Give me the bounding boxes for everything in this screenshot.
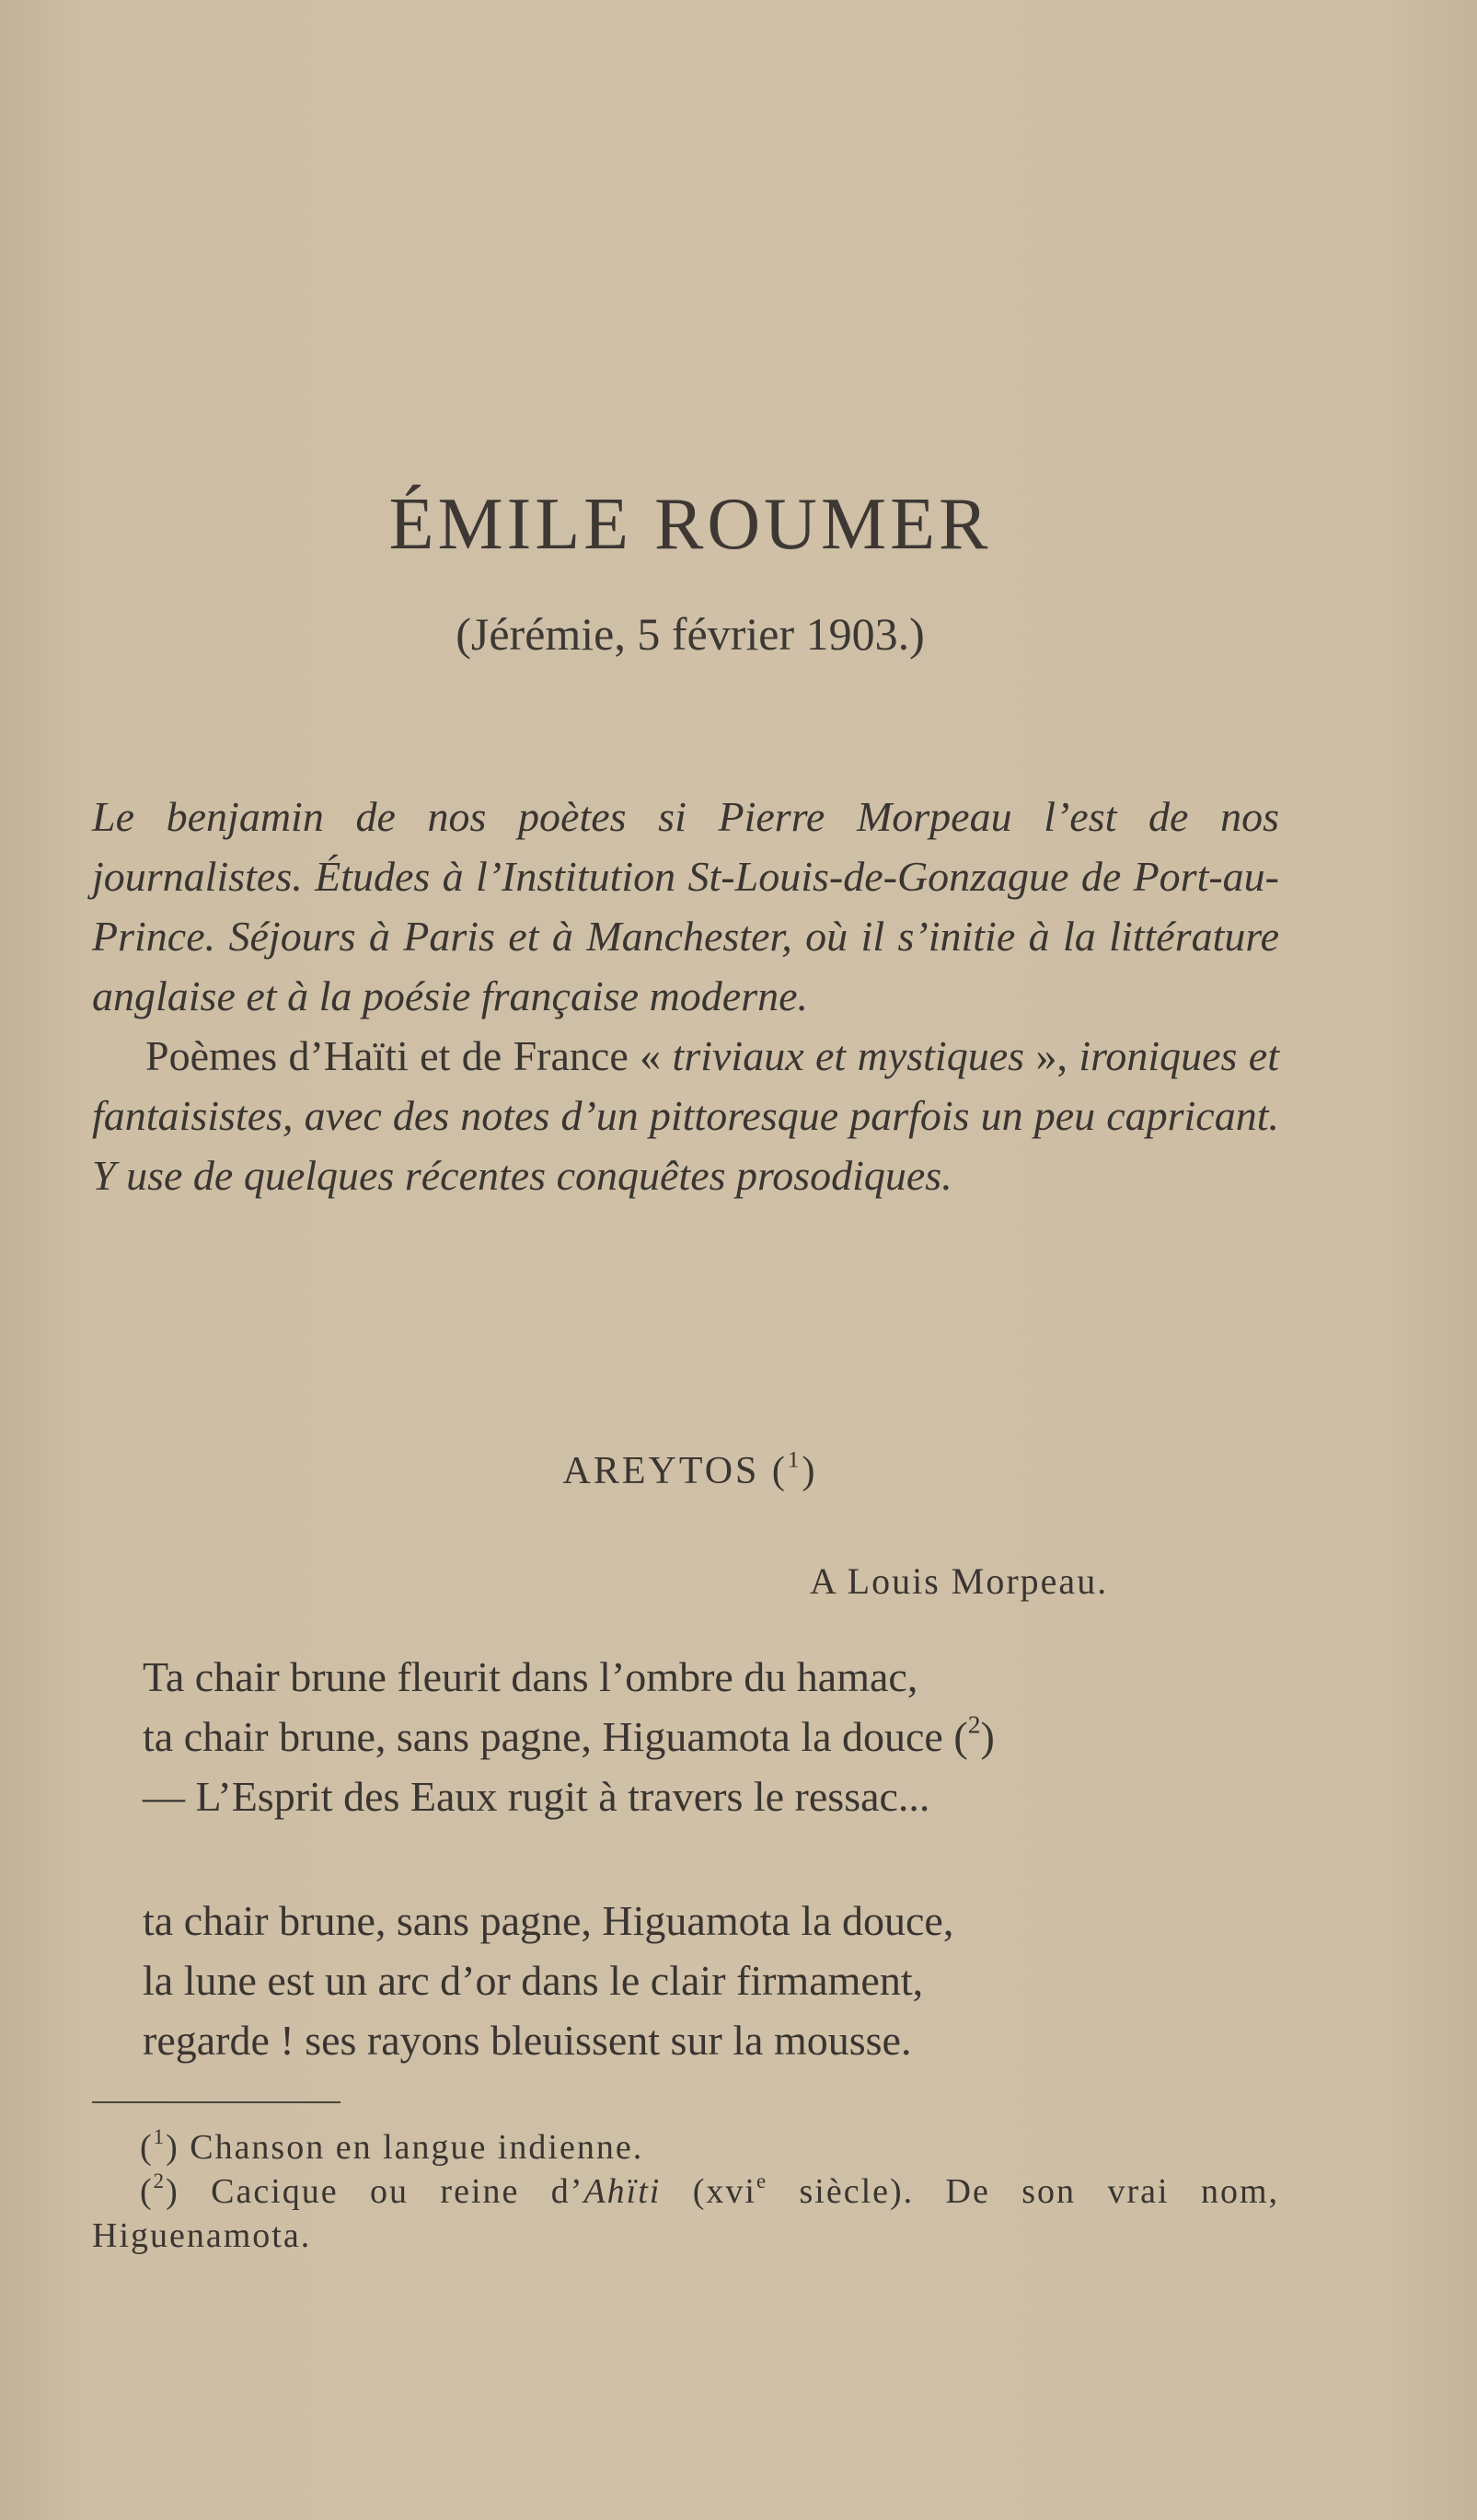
intro-p2-part-d: ironiques et fantaisistes, avec des notes d’un pittoresque parfois un peu capricant. Y use de quelques récentes conquêtes prosodiques. [92, 1032, 1280, 1199]
intro-paragraph-1-text: Le benjamin de nos poètes si Pierre Morpeau l’est de nos journalistes. Études à l’Institution St-Louis-de-Gonzague de Port-au-Prince. Séjours à Paris et à Manchester, où il s’initie à la littérature anglaise et à la poésie française moderne. [92, 793, 1279, 1019]
footnotes [92, 2125, 1279, 2258]
footnote-2-sup: e [756, 2169, 768, 2193]
page-subtitle: (Jérémie, 5 février 1903.) [456, 608, 925, 660]
poem-title: AREYTOS ($^1$) [562, 1447, 818, 1492]
intro-p2-part-b: triviaux et mystiques [672, 1032, 1025, 1079]
footnote-divider [92, 2101, 340, 2103]
page-title: ÉMILE ROUMER [388, 484, 992, 565]
footnote-2-part-b: Ahïti [583, 2172, 662, 2211]
intro-paragraph-1 [92, 787, 1279, 1026]
intro-p2-part-c: », [1035, 1032, 1067, 1079]
footnote-2-part-a: Cacique ou reine d’ [211, 2172, 584, 2211]
poem-dedication: A Louis Morpeau. [810, 1560, 1109, 1602]
intro-p2-part-a: Poèmes d’Haïti et de France « [145, 1032, 662, 1079]
footnote-2-part-d: siècle). De son vrai nom, Higuenamota. [92, 2172, 1280, 2255]
footnote-1-mark: 1 [153, 2125, 167, 2149]
footnote-ref-1: 1 [787, 1447, 802, 1473]
verse-line: Ta chair brune fleurit dans l’ombre du hamac, [143, 1653, 918, 1700]
verse-line: ta chair brune, sans pagne, Higuamota la douce, [143, 1897, 954, 1944]
footnote-2: ($^2$) Cacique ou reine d’Ahïti (xvi$^e$ siècle). De son vrai nom, Higuenamota. [92, 2169, 1280, 2255]
poem-stanza-2 [143, 1891, 953, 2070]
intro-text [92, 787, 1279, 1205]
verse-line-text: ta chair brune, sans pagne, Higuamota la douce [143, 1713, 943, 1760]
poem-stanza-1 [143, 1647, 995, 1826]
verse-line: ta chair brune, sans pagne, Higuamota la douce ($^2$) [143, 1709, 995, 1760]
verse-line: la lune est un arc d’or dans le clair firmament, [143, 1957, 924, 2004]
footnote-1-text: Chanson en langue indienne. [190, 2128, 644, 2167]
verse-line: regarde ! ses rayons bleuissent sur la mousse. [143, 2017, 912, 2064]
footnote-2-part-c: (xvi [692, 2172, 756, 2211]
verse-line: — L’Esprit des Eaux rugit à travers le ressac... [143, 1773, 930, 1820]
poem-title-text: AREYTOS [562, 1450, 760, 1492]
intro-paragraph-2 [92, 1026, 1279, 1205]
footnote-1: ($^1$) Chanson en langue indienne. [140, 2125, 644, 2167]
footnote-ref-2: 2 [967, 1709, 981, 1739]
footnote-2-mark: 2 [153, 2169, 167, 2193]
